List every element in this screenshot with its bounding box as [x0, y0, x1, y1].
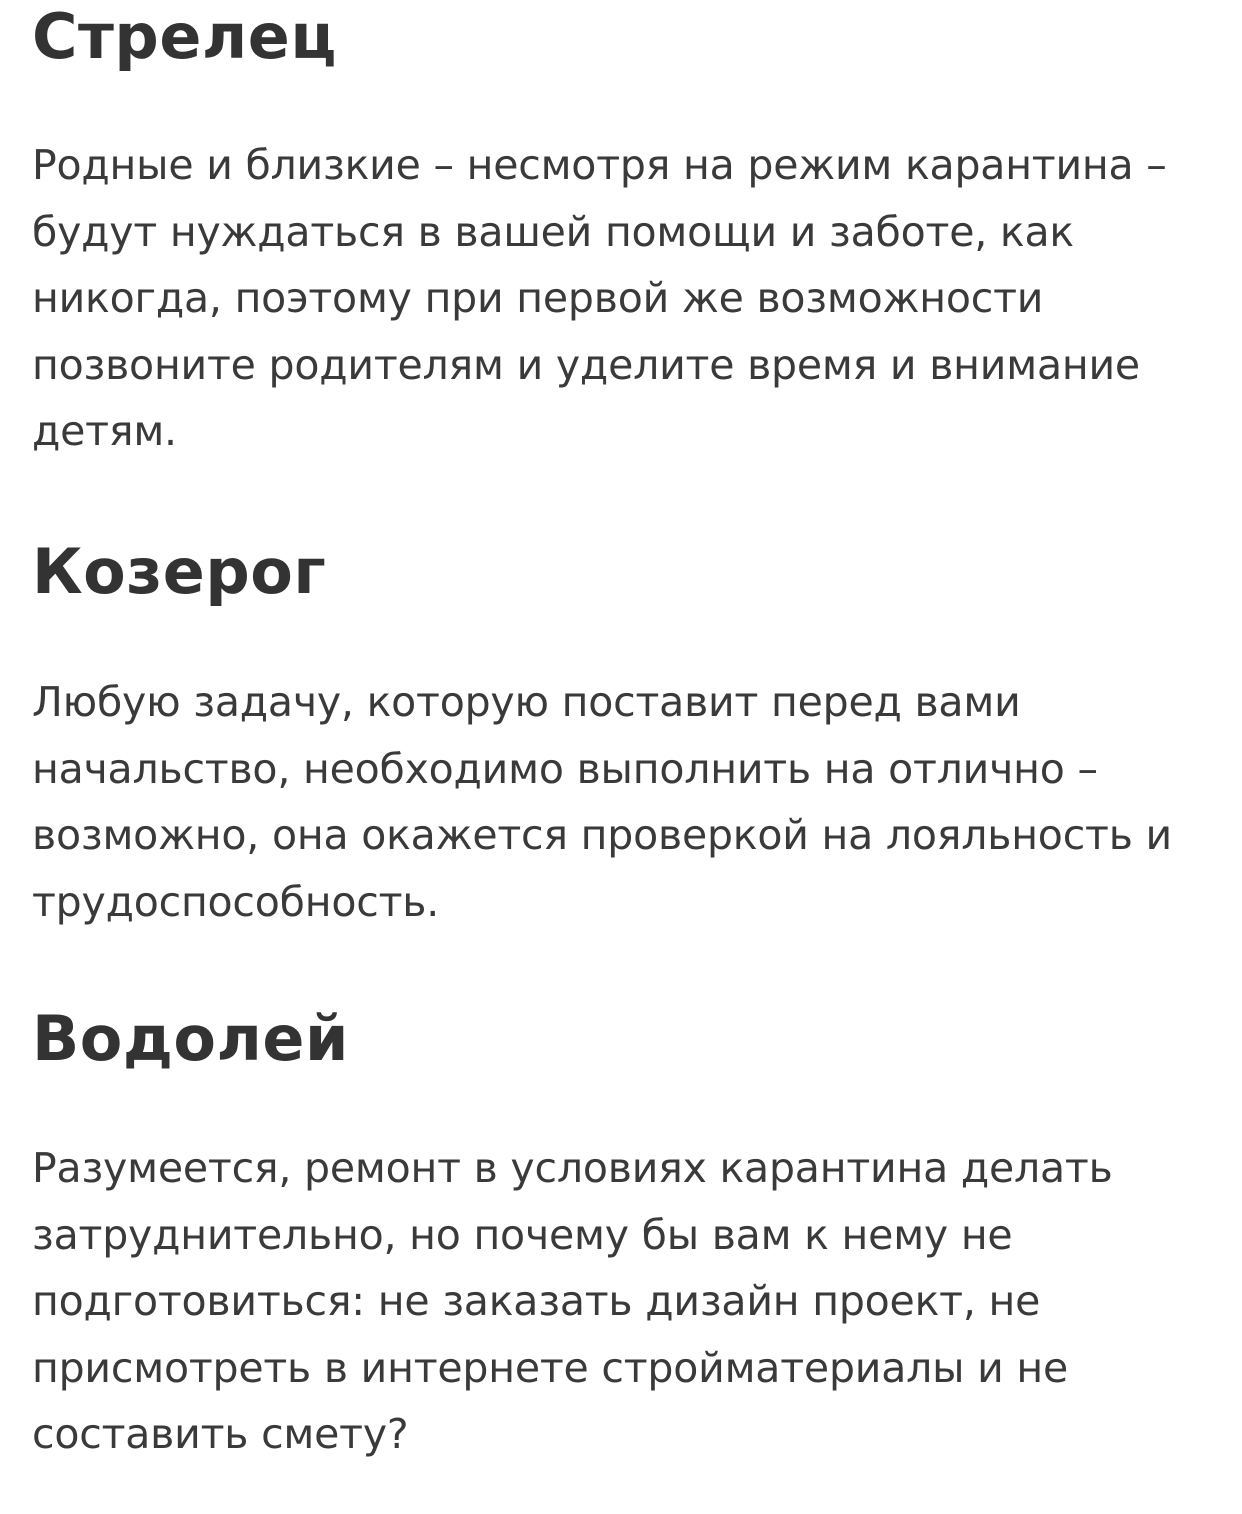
sign-text-capricorn: Любую задачу, которую поставит перед вами начальство, необходимо выполнить на отлично – возможно, она окажется проверкой на лояльность и трудоспособность.: [32, 678, 1172, 926]
sign-title-sagittarius: Стрелец: [32, 0, 337, 73]
sign-text-sagittarius: Родные и близкие – несмотря на режим карантина – будут нуждаться в вашей помощи и заботе, как никогда, поэтому при первой же возможности позвоните родителям и уделите время и внимание детям.: [32, 141, 1167, 455]
sign-text-aquarius: Разумеется, ремонт в условиях карантина делать затруднительно, но почему бы вам к нему не подготовиться: не заказать дизайн проект, не присмотреть в интернете стройматериалы и не составить смету?: [32, 1144, 1113, 1458]
sign-title-aquarius: Водолей: [32, 1002, 349, 1075]
sign-title-capricorn: Козерог: [32, 535, 327, 608]
section-sagittarius: [32, 0, 1167, 455]
section-capricorn: [32, 532, 1172, 926]
section-aquarius: [32, 999, 1113, 1458]
